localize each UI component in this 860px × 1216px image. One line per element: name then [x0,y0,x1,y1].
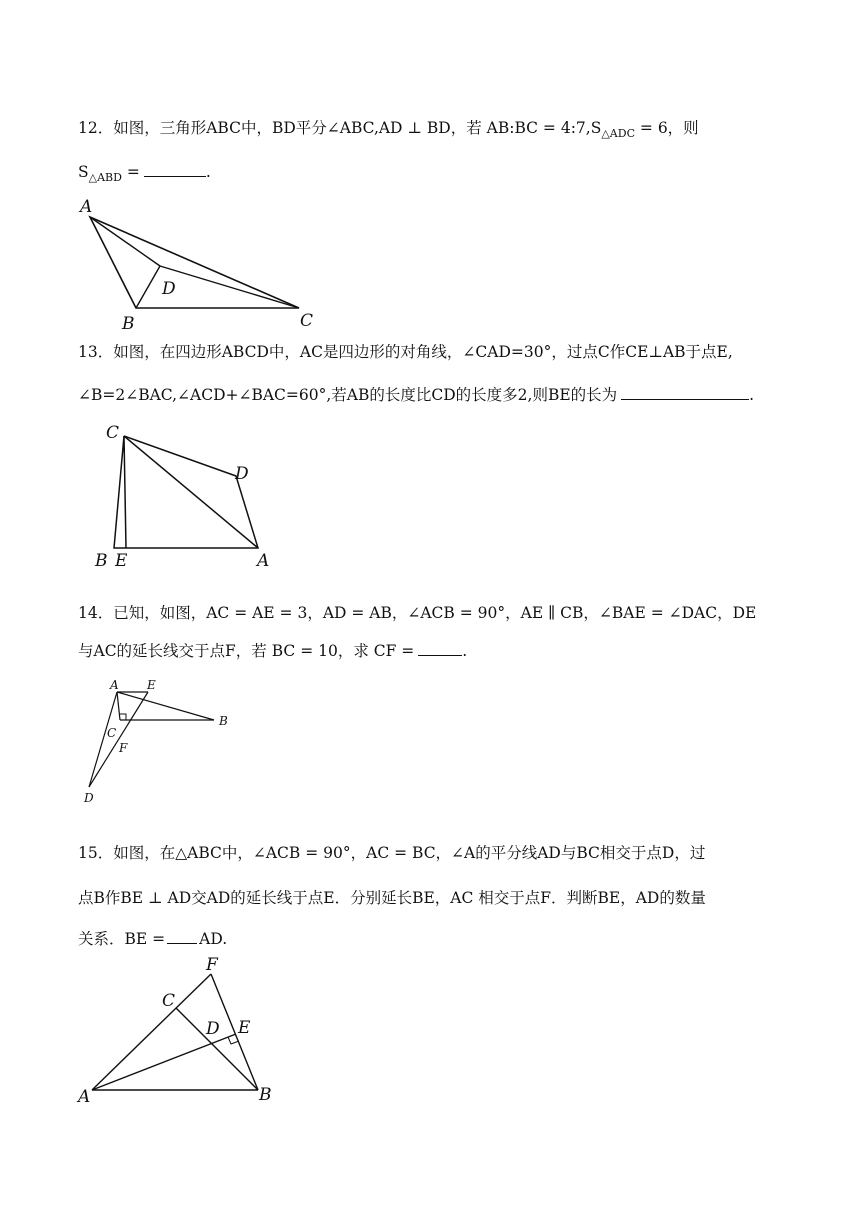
q15-label-b: B [259,1085,272,1105]
q13-text: ∠B=2∠BAC,∠ACD+∠BAC=60°,若AB的长度比CD的长度多2,则BE的长为 [78,386,618,404]
q14-label-f: F [119,741,128,755]
q13-label-d: D [235,464,249,484]
q12-subscript-adc: △ADC [601,127,635,140]
q15-label-f: F [206,955,218,975]
q13-label-b: B [95,551,108,571]
q12-label-b: B [122,314,135,334]
q12-label-c: C [300,311,314,331]
q12-label-d: D [162,279,176,299]
q13-period: . [749,386,755,404]
q15-label-a: A [78,1087,91,1107]
q12-area-symbol: S [78,163,89,181]
q15-line1: 15．如图，在△ABC中，∠ACB = 90°，AC = BC，∠A的平分线AD与BC相交于点D，过 [78,844,706,862]
q12-period: . [205,163,211,181]
q15-line2: 点B作BE ⊥ AD交AD的延长线于点E．分别延长BE，AC 相交于点F．判断BE，AD的数量 [78,889,706,907]
q14-label-e: E [147,678,156,692]
q12-text: 12．如图，三角形ABC中，BD平分∠ABC,AD ⊥ BD，若 AB:BC = 4:7,S [78,119,602,137]
q13-label-c: C [106,423,120,443]
q13-label-e: E [115,551,128,571]
q15-text-tail: AD. [199,930,228,948]
q13-line1: 13．如图，在四边形ABCD中，AC是四边形的对角线，∠CAD=30°，过点C作CE⊥AB于点E, [78,343,733,361]
q14-period: . [462,642,468,660]
q14-label-a: A [110,678,119,692]
q12-subscript-abd: △ABD [88,171,122,184]
q15-segment-ae [92,1034,236,1090]
q13-label-a: A [257,551,270,571]
q14-label-c: C [107,726,117,740]
q15-segment-af [92,974,211,1090]
q12-equals: = [121,163,140,181]
q14-label-d: D [84,791,94,805]
q12-label-a: A [80,197,93,217]
q15-label-e: E [238,1018,251,1038]
q14-label-b: B [219,714,228,728]
q14-line1: 14．已知，如图，AC = AE = 3，AD = AB，∠ACB = 90°，AE ∥ CB，∠BAE = ∠DAC，DE [78,604,757,622]
q15-text: 关系．BE = [78,930,166,948]
q15-label-c: C [162,991,176,1011]
q15-label-d: D [206,1019,220,1039]
q12-text-tail: = 6，则 [634,119,699,137]
q14-text: 与AC的延长线交于点F，若 BC = 10，求 CF = [78,642,415,660]
